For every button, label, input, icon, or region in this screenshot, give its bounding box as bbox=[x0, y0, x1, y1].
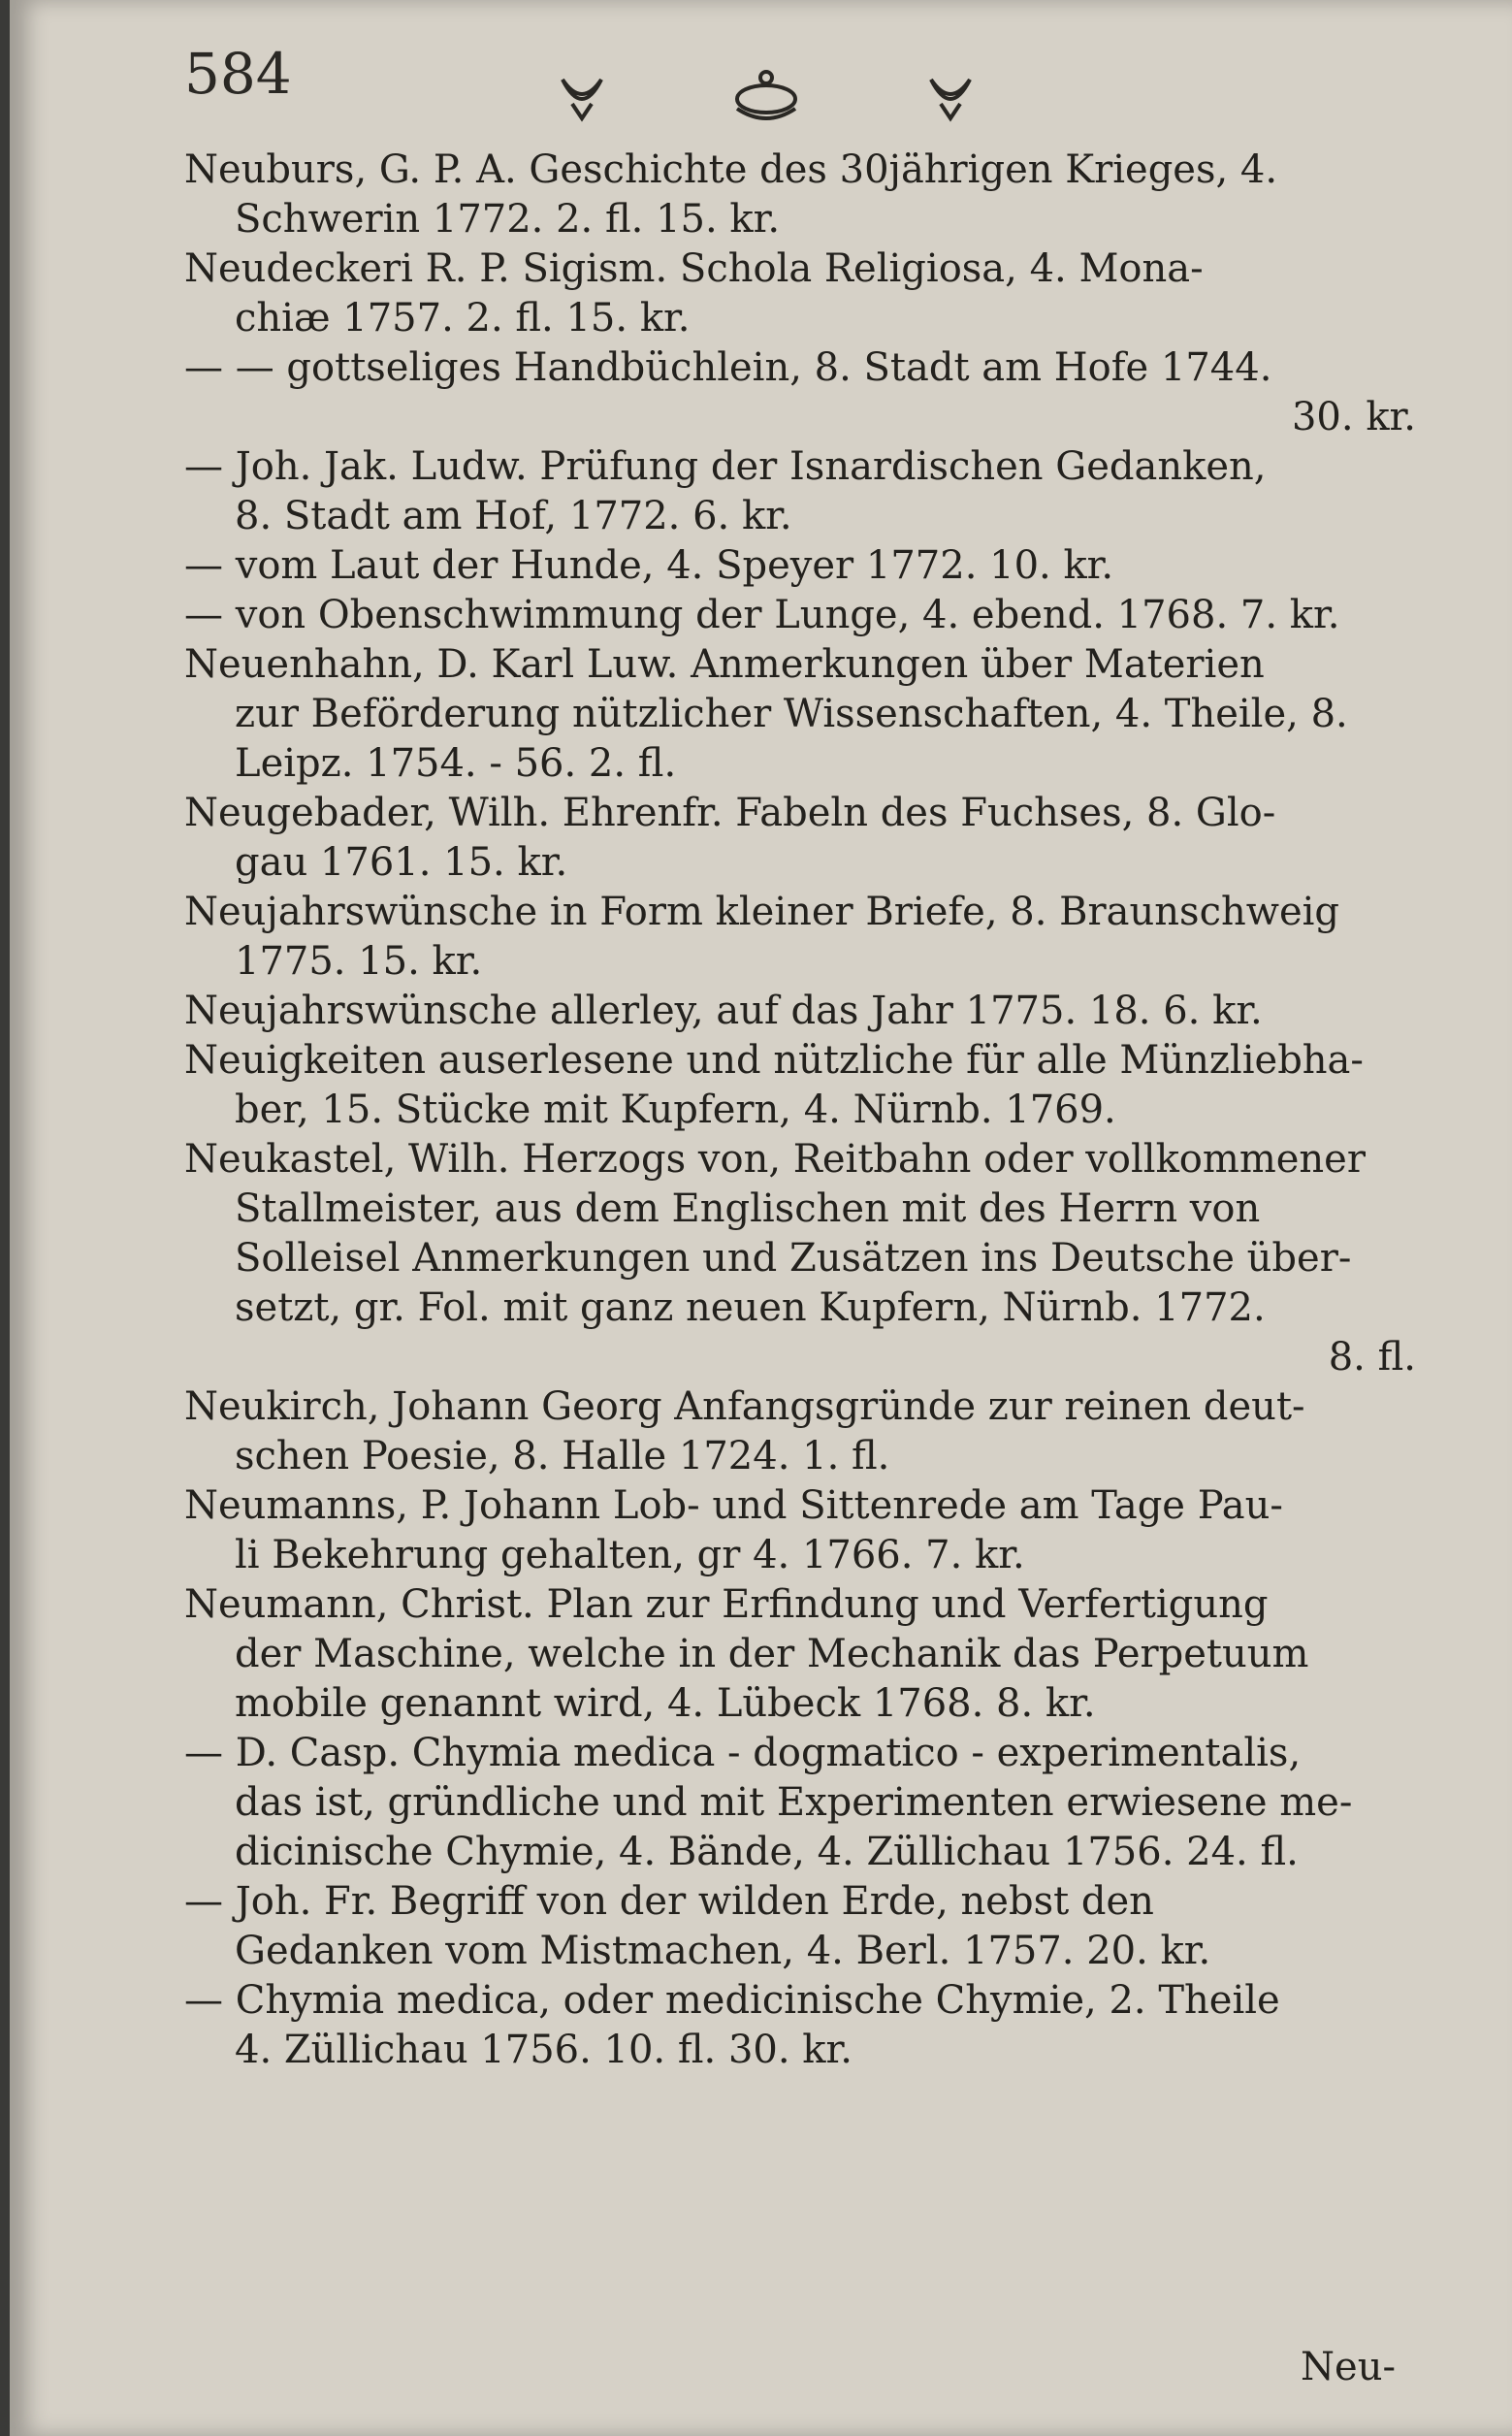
entry-line: Neumanns, P. Johann Lob- und Sittenrede am Tage Pau- bbox=[184, 1483, 1283, 1528]
page-header bbox=[184, 41, 1425, 128]
entry-line: — vom Laut der Hunde, 4. Speyer 1772. 10. kr. bbox=[184, 543, 1114, 588]
entry-line: — Chymia medica, oder medicinische Chymie, 2. Theile bbox=[184, 1978, 1280, 2023]
bibliography-entry bbox=[184, 1877, 1416, 1976]
bibliography-entry bbox=[184, 640, 1416, 789]
entry-line: Neukirch, Johann Georg Anfangsgründe zur reinen deut- bbox=[184, 1384, 1305, 1429]
fleuron-ornament-icon bbox=[543, 60, 989, 128]
catchword: Neu- bbox=[1301, 2345, 1396, 2389]
bibliography-entry bbox=[184, 888, 1416, 987]
entry-line: dicinische Chymie, 4. Bände, 4. Züllichau 1756. 24. fl. bbox=[235, 1830, 1299, 1874]
bibliography-entry bbox=[184, 1580, 1416, 1729]
bibliography-entry bbox=[184, 1382, 1416, 1481]
bibliography-entry bbox=[184, 541, 1416, 591]
entry-line: mobile genannt wird, 4. Lübeck 1768. 8. kr. bbox=[235, 1681, 1096, 1726]
entry-line: Neugebader, Wilh. Ehrenfr. Fabeln des Fuchses, 8. Glo- bbox=[184, 791, 1276, 835]
entry-line: Neuigkeiten auserlesene und nützliche für alle Münzliebha- bbox=[184, 1038, 1364, 1083]
entry-line: 30. kr. bbox=[1291, 395, 1416, 439]
entry-line: — — gottseliges Handbüchlein, 8. Stadt am Hofe 1744. bbox=[184, 345, 1272, 390]
entry-line: Stallmeister, aus dem Englischen mit des Herrn von bbox=[235, 1186, 1261, 1231]
entry-line: Neukastel, Wilh. Herzogs von, Reitbahn oder vollkommener bbox=[184, 1137, 1366, 1182]
bibliography-entry bbox=[184, 1976, 1416, 2075]
entry-line: Schwerin 1772. 2. fl. 15. kr. bbox=[235, 197, 781, 242]
entry-line: gau 1761. 15. kr. bbox=[235, 840, 568, 885]
entry-line: schen Poesie, 8. Halle 1724. 1. fl. bbox=[235, 1434, 890, 1478]
bibliography-entry bbox=[184, 1729, 1416, 1877]
entry-line: chiæ 1757. 2. fl. 15. kr. bbox=[235, 296, 691, 341]
bibliography-entry bbox=[184, 1135, 1416, 1382]
bibliography-entry bbox=[184, 146, 1416, 244]
entry-line: Gedanken vom Mistmachen, 4. Berl. 1757. 20. kr. bbox=[235, 1929, 1211, 1973]
entry-line: — Joh. Jak. Ludw. Prüfung der Isnardischen Gedanken, bbox=[184, 444, 1267, 489]
book-page bbox=[10, 0, 1512, 2436]
entry-line: Leipz. 1754. - 56. 2. fl. bbox=[235, 741, 677, 786]
entry-line: Neuburs, G. P. A. Geschichte des 30jährigen Krieges, 4. bbox=[184, 147, 1278, 192]
bibliography-entries bbox=[184, 146, 1416, 2075]
entry-line: li Bekehrung gehalten, gr 4. 1766. 7. kr. bbox=[235, 1533, 1025, 1577]
entry-line: der Maschine, welche in der Mechanik das Perpetuum bbox=[235, 1632, 1309, 1676]
entry-line: Solleisel Anmerkungen und Zusätzen ins Deutsche über- bbox=[235, 1236, 1352, 1281]
entry-line: 1775. 15. kr. bbox=[235, 939, 483, 984]
bibliography-entry bbox=[184, 1481, 1416, 1580]
entry-line: — von Obenschwimmung der Lunge, 4. ebend. 1768. 7. kr. bbox=[184, 593, 1340, 637]
bibliography-entry bbox=[184, 789, 1416, 888]
entry-line: — D. Casp. Chymia medica - dogmatico - experimentalis, bbox=[184, 1731, 1302, 1775]
entry-line: zur Beförderung nützlicher Wissenschaften, 4. Theile, 8. bbox=[235, 692, 1348, 736]
entry-line: Neumann, Christ. Plan zur Erfindung und Verfertigung bbox=[184, 1582, 1269, 1627]
bibliography-entry bbox=[184, 987, 1416, 1036]
entry-line: ber, 15. Stücke mit Kupfern, 4. Nürnb. 1769. bbox=[235, 1088, 1116, 1132]
bibliography-entry bbox=[184, 442, 1416, 541]
entry-line: 8. fl. bbox=[1328, 1335, 1416, 1380]
entry-line: Neujahrswünsche in Form kleiner Briefe, 8. Braunschweig bbox=[184, 890, 1340, 934]
entry-line: 8. Stadt am Hof, 1772. 6. kr. bbox=[235, 494, 792, 538]
bibliography-entry bbox=[184, 1036, 1416, 1135]
entry-line: Neudeckeri R. P. Sigism. Schola Religiosa, 4. Mona- bbox=[184, 246, 1204, 291]
entry-line: Neuenhahn, D. Karl Luw. Anmerkungen über Materien bbox=[184, 642, 1265, 687]
entry-line: — Joh. Fr. Begriff von der wilden Erde, nebst den bbox=[184, 1879, 1154, 1924]
entry-line: setzt, gr. Fol. mit ganz neuen Kupfern, Nürnb. 1772. bbox=[235, 1285, 1266, 1330]
entry-line: Neujahrswünsche allerley, auf das Jahr 1775. 18. 6. kr. bbox=[184, 989, 1263, 1033]
page-number: 584 bbox=[184, 41, 292, 107]
bibliography-entry bbox=[184, 244, 1416, 343]
entry-line: das ist, gründliche und mit Experimenten erwiesene me- bbox=[235, 1780, 1353, 1825]
entry-line: 4. Züllichau 1756. 10. fl. 30. kr. bbox=[235, 2028, 853, 2072]
bibliography-entry bbox=[184, 591, 1416, 640]
bibliography-entry bbox=[184, 343, 1416, 442]
